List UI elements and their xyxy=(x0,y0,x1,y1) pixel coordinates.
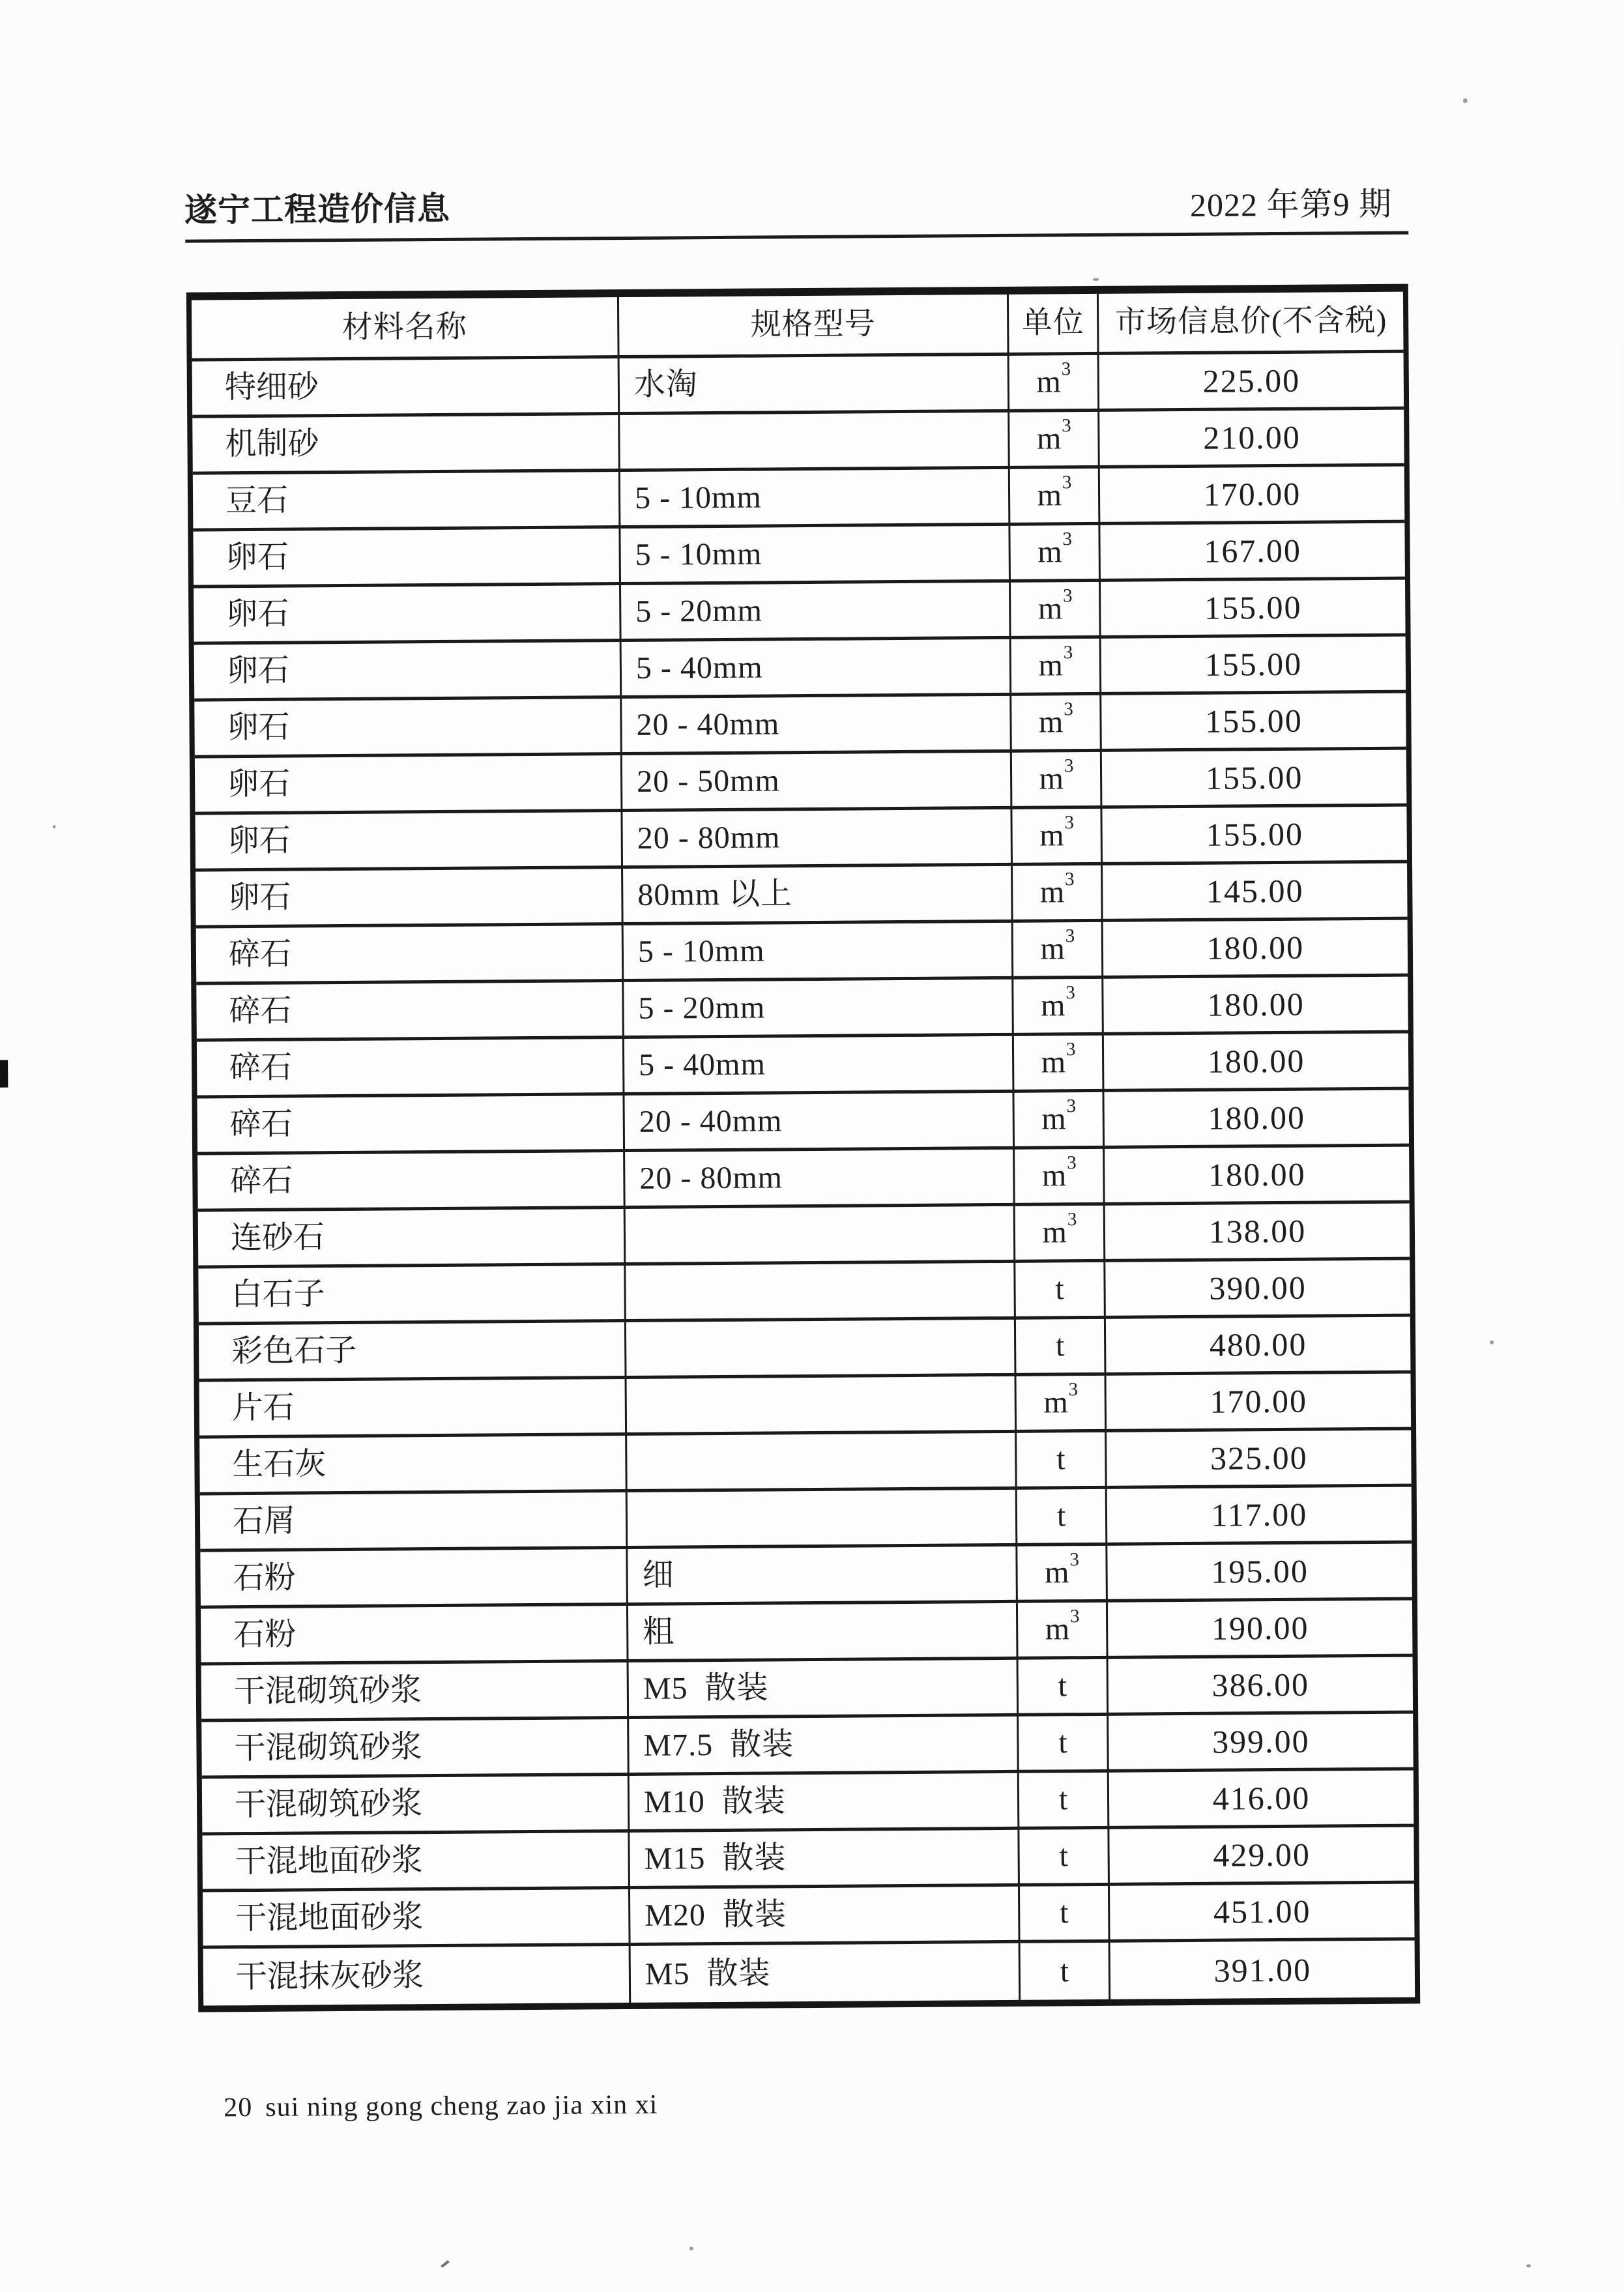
price-cell: 155.00 xyxy=(1101,580,1406,639)
spec-cell: 5 - 20mm xyxy=(621,583,1011,642)
unit-base: m xyxy=(1041,1158,1067,1193)
material-cell: 机制砂 xyxy=(192,415,620,475)
price-cell: 155.00 xyxy=(1102,750,1407,809)
scan-edge-mark xyxy=(0,1060,8,1088)
material-cell: 碎石 xyxy=(197,1152,626,1212)
unit-cell xyxy=(1010,469,1101,526)
unit-superscript: 3 xyxy=(1062,414,1071,436)
unit-cell: t xyxy=(1019,1773,1110,1830)
unit-cell: t xyxy=(1019,1659,1109,1717)
scan-speck xyxy=(689,2246,693,2250)
spec-cell xyxy=(628,1490,1018,1549)
unit-cell xyxy=(1012,752,1103,809)
unit-superscript: 3 xyxy=(1069,1548,1080,1570)
material-cell: 白石子 xyxy=(198,1266,626,1326)
unit-base: m xyxy=(1037,591,1063,626)
spec-cell: 5 - 10mm xyxy=(620,469,1011,529)
spec-cell: M7.5 散装 xyxy=(629,1717,1019,1776)
material-cell: 干混地面砂浆 xyxy=(202,1833,630,1893)
price-cell: 170.00 xyxy=(1100,467,1405,525)
spec-cell xyxy=(620,413,1010,472)
unit-cell xyxy=(1013,865,1103,923)
unit-cell xyxy=(1018,1603,1109,1660)
material-cell: 生石灰 xyxy=(199,1436,628,1496)
unit-superscript: 3 xyxy=(1069,1605,1080,1627)
spec-cell: 20 - 40mm xyxy=(622,696,1012,755)
price-cell: 399.00 xyxy=(1109,1714,1414,1773)
unit-superscript: 3 xyxy=(1062,585,1073,606)
price-cell: 325.00 xyxy=(1107,1430,1412,1489)
header-cell-1: 规格型号 xyxy=(619,295,1009,358)
spec-cell: 5 - 10mm xyxy=(624,923,1014,982)
price-cell: 180.00 xyxy=(1103,920,1408,979)
unit-cell xyxy=(1015,1206,1106,1263)
unit-cell xyxy=(1017,1376,1107,1433)
unit-superscript: 3 xyxy=(1061,358,1071,379)
unit-base: m xyxy=(1036,421,1062,456)
price-cell: 195.00 xyxy=(1107,1544,1412,1603)
unit-cell: t xyxy=(1021,1943,1111,2000)
material-cell: 彩色石子 xyxy=(199,1322,627,1382)
material-cell: 石屑 xyxy=(200,1492,628,1552)
price-cell: 180.00 xyxy=(1104,1090,1409,1149)
price-cell: 190.00 xyxy=(1108,1601,1413,1659)
material-cell: 碎石 xyxy=(196,982,624,1042)
unit-cell xyxy=(1009,355,1100,413)
unit-base: m xyxy=(1039,875,1065,910)
unit-superscript: 3 xyxy=(1066,1095,1077,1116)
material-cell: 豆石 xyxy=(193,472,621,532)
unit-cell xyxy=(1015,1149,1105,1206)
material-cell: 碎石 xyxy=(196,925,624,985)
unit-cell xyxy=(1010,525,1101,583)
unit-cell xyxy=(1011,582,1101,639)
spec-cell: 20 - 50mm xyxy=(622,753,1013,812)
price-cell: 180.00 xyxy=(1104,1034,1409,1092)
price-cell: 155.00 xyxy=(1102,807,1407,865)
unit-cell xyxy=(1014,1036,1105,1093)
unit-superscript: 3 xyxy=(1066,981,1075,1003)
unit-superscript: 3 xyxy=(1065,925,1075,946)
unit-cell xyxy=(1012,809,1103,866)
unit-base: m xyxy=(1040,988,1066,1023)
header-cell-2: 单位 xyxy=(1009,294,1099,356)
material-cell: 碎石 xyxy=(197,1095,625,1155)
unit-superscript: 3 xyxy=(1062,471,1072,493)
scan-speck xyxy=(1093,278,1099,281)
price-cell: 480.00 xyxy=(1106,1317,1411,1376)
unit-superscript: 3 xyxy=(1067,1208,1077,1230)
spec-cell: 20 - 40mm xyxy=(624,1093,1015,1152)
spec-cell: 5 - 10mm xyxy=(620,526,1011,585)
material-cell: 干混砌筑砂浆 xyxy=(201,1719,630,1779)
unit-cell xyxy=(1013,979,1104,1036)
material-cell: 卵石 xyxy=(196,869,624,929)
price-cell: 145.00 xyxy=(1103,863,1408,922)
unit-base: m xyxy=(1040,931,1066,966)
unit-superscript: 3 xyxy=(1063,641,1073,663)
unit-base: m xyxy=(1039,818,1064,853)
unit-superscript: 3 xyxy=(1064,868,1075,890)
pinyin-title: sui ning gong cheng zao jia xin xi xyxy=(265,2089,658,2123)
price-cell: 225.00 xyxy=(1099,353,1404,412)
spec-cell: 粗 xyxy=(628,1603,1019,1662)
material-cell: 特细砂 xyxy=(192,358,620,418)
scan-speck xyxy=(441,2260,449,2268)
unit-cell: t xyxy=(1020,1886,1110,1943)
unit-superscript: 3 xyxy=(1064,811,1075,833)
material-cell: 石粉 xyxy=(200,1549,628,1609)
spec-cell: 5 - 40mm xyxy=(622,639,1012,699)
spec-cell: 细 xyxy=(628,1546,1018,1606)
price-cell: 391.00 xyxy=(1213,1951,1312,1989)
unit-base: m xyxy=(1037,478,1062,513)
material-cell: 卵石 xyxy=(194,699,622,759)
material-cell: 石粉 xyxy=(201,1606,629,1666)
issue-label: 2022 年第9 期 xyxy=(1189,185,1393,224)
spec-cell xyxy=(627,1376,1017,1436)
spec-cell xyxy=(626,1320,1017,1379)
scan-speck xyxy=(1463,98,1468,103)
price-cell: 167.00 xyxy=(1100,523,1405,582)
unit-cell: t xyxy=(1016,1319,1107,1376)
header-cell-3: 市场信息价(不含税) xyxy=(1099,292,1404,355)
unit-base: m xyxy=(1045,1612,1070,1647)
scan-speck xyxy=(1490,1341,1494,1344)
price-table xyxy=(186,284,1420,2012)
spec-cell: M5 散装 xyxy=(629,1660,1019,1719)
unit-cell: t xyxy=(1019,1829,1110,1887)
material-cell: 卵石 xyxy=(193,529,621,588)
material-cell: 卵石 xyxy=(195,812,623,872)
unit-base: m xyxy=(1038,704,1064,740)
unit-base: m xyxy=(1041,1101,1066,1137)
unit-cell xyxy=(1014,1092,1105,1150)
unit-cell xyxy=(1013,922,1104,979)
unit-superscript: 3 xyxy=(1066,1038,1076,1060)
unit-cell: t xyxy=(1015,1262,1106,1320)
unit-base: m xyxy=(1045,1555,1069,1590)
price-cell: 155.00 xyxy=(1101,637,1406,695)
material-cell: 片石 xyxy=(199,1379,628,1439)
unit-superscript: 3 xyxy=(1067,1152,1077,1173)
page-number: 20 xyxy=(224,2093,253,2123)
spec-cell: M15 散装 xyxy=(630,1830,1020,1889)
material-cell: 干混地面砂浆 xyxy=(203,1889,631,1949)
unit-cell: t xyxy=(1017,1432,1107,1490)
unit-base: m xyxy=(1042,1215,1067,1250)
price-cell: 180.00 xyxy=(1105,1147,1410,1206)
spec-cell: 5 - 40mm xyxy=(624,1036,1015,1095)
unit-superscript: 3 xyxy=(1068,1378,1079,1400)
material-cell: 连砂石 xyxy=(198,1209,626,1269)
unit-cell: t xyxy=(1019,1716,1109,1773)
material-cell: 卵石 xyxy=(194,642,622,702)
unit-cell xyxy=(1011,695,1102,753)
price-cell: 117.00 xyxy=(1107,1487,1412,1546)
spec-cell: 80mm 以上 xyxy=(623,866,1013,925)
material-cell: 碎石 xyxy=(197,1039,625,1099)
unit-base: m xyxy=(1037,534,1062,570)
price-cell: 416.00 xyxy=(1109,1771,1414,1829)
spec-cell: M5 散装 xyxy=(631,1943,1021,2003)
spec-cell: 20 - 80mm xyxy=(622,809,1013,869)
unit-cell: t xyxy=(1017,1489,1108,1546)
scan-speck xyxy=(53,825,56,828)
unit-base: m xyxy=(1036,364,1061,399)
price-cell: 155.00 xyxy=(1101,693,1406,752)
unit-base: m xyxy=(1038,648,1063,683)
scan-speck xyxy=(1526,2264,1531,2267)
spec-cell xyxy=(627,1433,1017,1492)
price-cell: 386.00 xyxy=(1109,1657,1414,1716)
unit-cell xyxy=(1011,639,1102,696)
spec-cell: 5 - 20mm xyxy=(624,979,1014,1039)
spec-cell xyxy=(626,1263,1016,1322)
header-cell-0: 材料名称 xyxy=(192,297,620,362)
material-cell: 干混砌筑砂浆 xyxy=(201,1662,630,1722)
material-cell: 干混抹灰砂浆 xyxy=(203,1946,631,2006)
price-cell: 429.00 xyxy=(1109,1827,1414,1886)
header-rule xyxy=(185,231,1408,243)
spec-cell xyxy=(626,1206,1016,1266)
material-cell: 卵石 xyxy=(194,585,622,645)
unit-base: m xyxy=(1041,1045,1066,1080)
spec-cell: M20 散装 xyxy=(630,1887,1021,1946)
unit-superscript: 3 xyxy=(1064,755,1074,776)
price-cell: 390.00 xyxy=(1105,1260,1410,1319)
spec-cell: 水淘 xyxy=(620,356,1010,415)
price-cell: 138.00 xyxy=(1105,1204,1410,1262)
unit-cell xyxy=(1017,1546,1108,1603)
unit-base: m xyxy=(1039,761,1064,796)
price-cell: 210.00 xyxy=(1099,410,1404,469)
spec-cell: 20 - 80mm xyxy=(625,1150,1015,1209)
price-cell: 180.00 xyxy=(1103,977,1408,1036)
price-cell: 170.00 xyxy=(1107,1374,1412,1432)
spec-cell: M10 散装 xyxy=(630,1773,1020,1833)
journal-title: 遂宁工程造价信息 xyxy=(184,190,451,229)
material-cell: 卵石 xyxy=(195,755,623,815)
unit-cell xyxy=(1009,412,1100,469)
page-footer xyxy=(224,2091,658,2122)
unit-superscript: 3 xyxy=(1064,698,1073,719)
material-cell: 干混砌筑砂浆 xyxy=(202,1776,630,1836)
unit-base: m xyxy=(1043,1385,1068,1420)
unit-superscript: 3 xyxy=(1062,528,1073,549)
price-cell: 451.00 xyxy=(1110,1884,1415,1943)
